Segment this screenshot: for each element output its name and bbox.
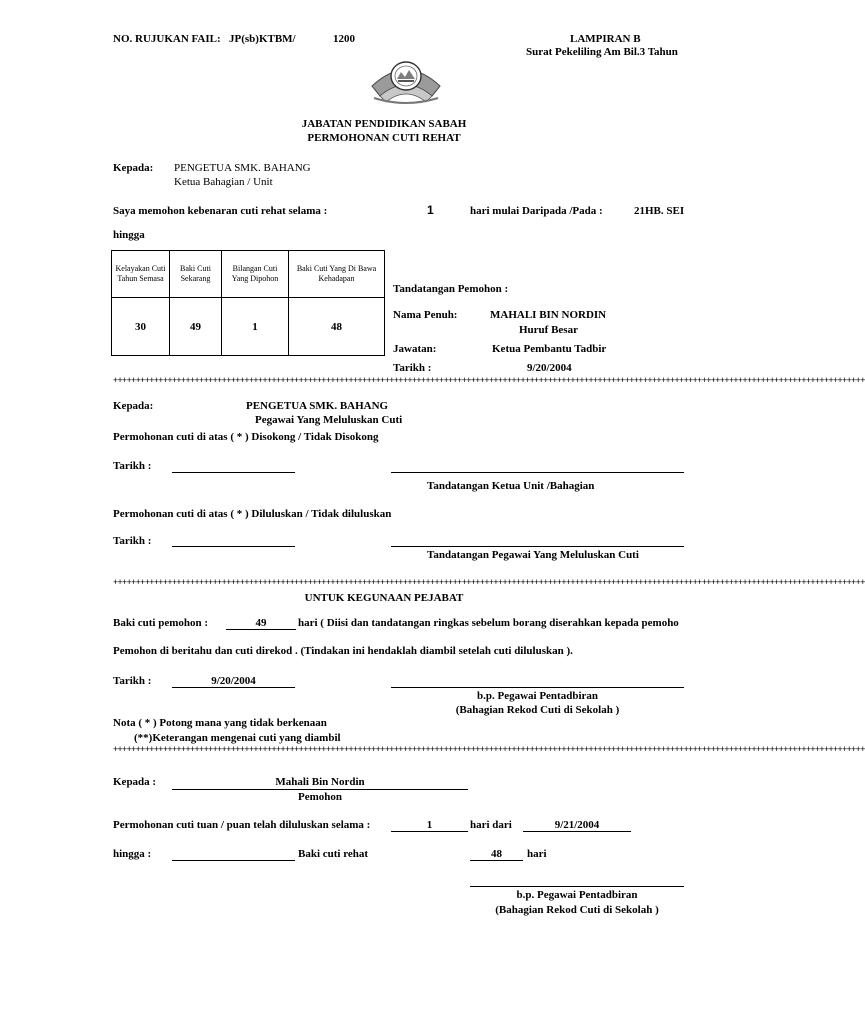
kepada-sub-2: Pegawai Yang Meluluskan Cuti [255, 414, 403, 426]
signature-line-pegawai [391, 546, 684, 547]
office-bahagian: (Bahagian Rekod Cuti di Sekolah ) [455, 704, 620, 716]
tarikh-label-2: Tarikh : [113, 460, 152, 472]
hari-dari-label: hari dari [470, 819, 512, 831]
sign-pegawai-label: Tandatangan Pegawai Yang Meluluskan Cuti [427, 549, 639, 561]
hingga-line-3 [172, 860, 295, 861]
baki-pemohon-label: Baki cuti pemohon : [113, 617, 209, 629]
office-signature-line [391, 687, 684, 688]
office-tarikh-line [172, 687, 295, 688]
lulus-days: 1 [426, 819, 433, 831]
kepada-sub: Ketua Bahagian / Unit [174, 176, 273, 188]
signature-line-ketua [391, 472, 684, 473]
lulus-date: 9/21/2004 [554, 819, 600, 831]
lulus-days-line [391, 831, 468, 832]
memohon-text: Saya memohon kebenaran cuti rehat selama : [113, 205, 328, 217]
header-kelayakan: Kelayakan Cuti Tahun Semasa [112, 251, 170, 298]
days-requested: 1 [427, 203, 434, 217]
office-bp: b.p. Pegawai Pentadbiran [476, 690, 598, 702]
hingga-label-3: hingga : [113, 848, 152, 860]
hari-mulai-label: hari mulai Daripada /Pada : [470, 205, 603, 217]
tandatangan-pemohon-label: Tandatangan Pemohon : [393, 283, 509, 295]
nama-value: MAHALI BIN NORDIN [490, 309, 607, 321]
value-baki-kehadapan: 48 [289, 298, 385, 356]
file-ref-label: NO. RUJUKAN FAIL: [113, 33, 221, 45]
nama-label: Nama Penuh: [393, 309, 458, 321]
value-baki: 49 [170, 298, 222, 356]
file-ref-code: JP(sb)KTBM/ [229, 33, 296, 45]
sign-ketua-label: Tandatangan Ketua Unit /Bahagian [427, 480, 595, 492]
baki-pemohon-value: 49 [255, 617, 267, 629]
final-signature-line [470, 886, 684, 887]
leave-summary-table [111, 250, 385, 356]
baki-pemohon-line [226, 629, 296, 630]
nota-1: Nota ( * ) Potong mana yang tidak berkenaan [113, 717, 327, 729]
baki-rehat-value: 48 [491, 848, 502, 860]
kepada-label-2: Kepada: [113, 400, 154, 412]
kepada-value: PENGETUA SMK. BAHANG [174, 162, 311, 174]
lulus-date-line [523, 831, 631, 832]
file-ref-number: 1200 [333, 33, 355, 45]
separator-stars: ++++++++++++++++++++++++++++++++++++++++++++++++++++++++++++++++++++++++++++++++++++++++++++++++++++++++++++++++++++++++++++++++++++++++++++++++++++++++++++++++++++++ [113, 375, 865, 385]
baki-rehat-label: Baki cuti rehat [298, 848, 369, 860]
kepada-value-3: Mahali Bin Nordin [275, 776, 365, 788]
tarikh-value: 9/20/2004 [527, 362, 572, 374]
tarikh-label: Tarikh : [393, 362, 432, 374]
header-bilangan: Bilangan Cuti Yang Dipohon [222, 251, 289, 298]
jawatan-label: Jawatan: [393, 343, 437, 355]
disokong-text: Permohonan cuti di atas ( * ) Disokong / Tidak Disokong [113, 431, 379, 443]
jawatan-value: Ketua Pembantu Tadbir [492, 343, 607, 355]
surat-pekeliling: Surat Pekeliling Am Bil.3 Tahun [526, 46, 678, 58]
header-baki: Baki Cuti Sekarang [170, 251, 222, 298]
huruf-besar: Huruf Besar [519, 324, 578, 336]
office-tarikh-label: Tarikh : [113, 675, 152, 687]
hari-label: hari [527, 848, 547, 860]
hingga-label: hingga [113, 229, 145, 241]
separator-stars-3: ++++++++++++++++++++++++++++++++++++++++++++++++++++++++++++++++++++++++++++++++++++++++++++++++++++++++++++++++++++++++++++++++++++++++++++++++++++++++++++++++++++++ [113, 744, 865, 754]
value-kelayakan: 30 [112, 298, 170, 356]
tarikh-label-3: Tarikh : [113, 535, 152, 547]
separator-stars-2: ++++++++++++++++++++++++++++++++++++++++++++++++++++++++++++++++++++++++++++++++++++++++++++++++++++++++++++++++++++++++++++++++++++++++++++++++++++++++++++++++++++++ [113, 577, 865, 587]
pemohon-label: Pemohon [298, 791, 342, 803]
department-title: JABATAN PENDIDIKAN SABAH [301, 118, 467, 130]
kepada-value-2: PENGETUA SMK. BAHANG [246, 400, 389, 412]
tarikh-line-3 [172, 546, 295, 547]
office-tarikh-value: 9/20/2004 [211, 675, 256, 687]
final-bp: b.p. Pegawai Pentadbiran [516, 889, 638, 901]
header-baki-kehadapan: Baki Cuti Yang Di Bawa Kehadapan [289, 251, 385, 298]
diluluskan-text: Permohonan cuti di atas ( * ) Diluluskan / Tidak diluluskan [113, 508, 392, 520]
tarikh-line-2 [172, 472, 295, 473]
jabatan-emblem-icon [368, 50, 444, 108]
value-bilangan: 1 [222, 298, 289, 356]
diberitahu-text: Pemohon di beritahu dan cuti direkod . (Tindakan ini hendaklah diambil setelah cuti diluluskan ). [113, 645, 573, 657]
lulus-text: Permohonan cuti tuan / puan telah diluluskan selama : [113, 819, 371, 831]
kepada-label: Kepada: [113, 162, 154, 174]
form-title: PERMOHONAN CUTI REHAT [307, 132, 461, 144]
kepada-label-3: Kepada : [113, 776, 157, 788]
lampiran-label: LAMPIRAN B [570, 33, 641, 45]
nota-2: (**)Keterangan mengenai cuti yang diambil [134, 732, 341, 744]
kepada-line-3 [172, 789, 468, 790]
office-use-heading: UNTUK KEGUNAAN PEJABAT [304, 592, 464, 604]
baki-rehat-line [470, 860, 523, 861]
start-date: 21HB. SEI [634, 205, 685, 217]
baki-note: hari ( Diisi dan tandatangan ringkas sebelum borang diserahkan kepada pemoho [298, 617, 679, 629]
final-bahagian: (Bahagian Rekod Cuti di Sekolah ) [495, 904, 659, 916]
